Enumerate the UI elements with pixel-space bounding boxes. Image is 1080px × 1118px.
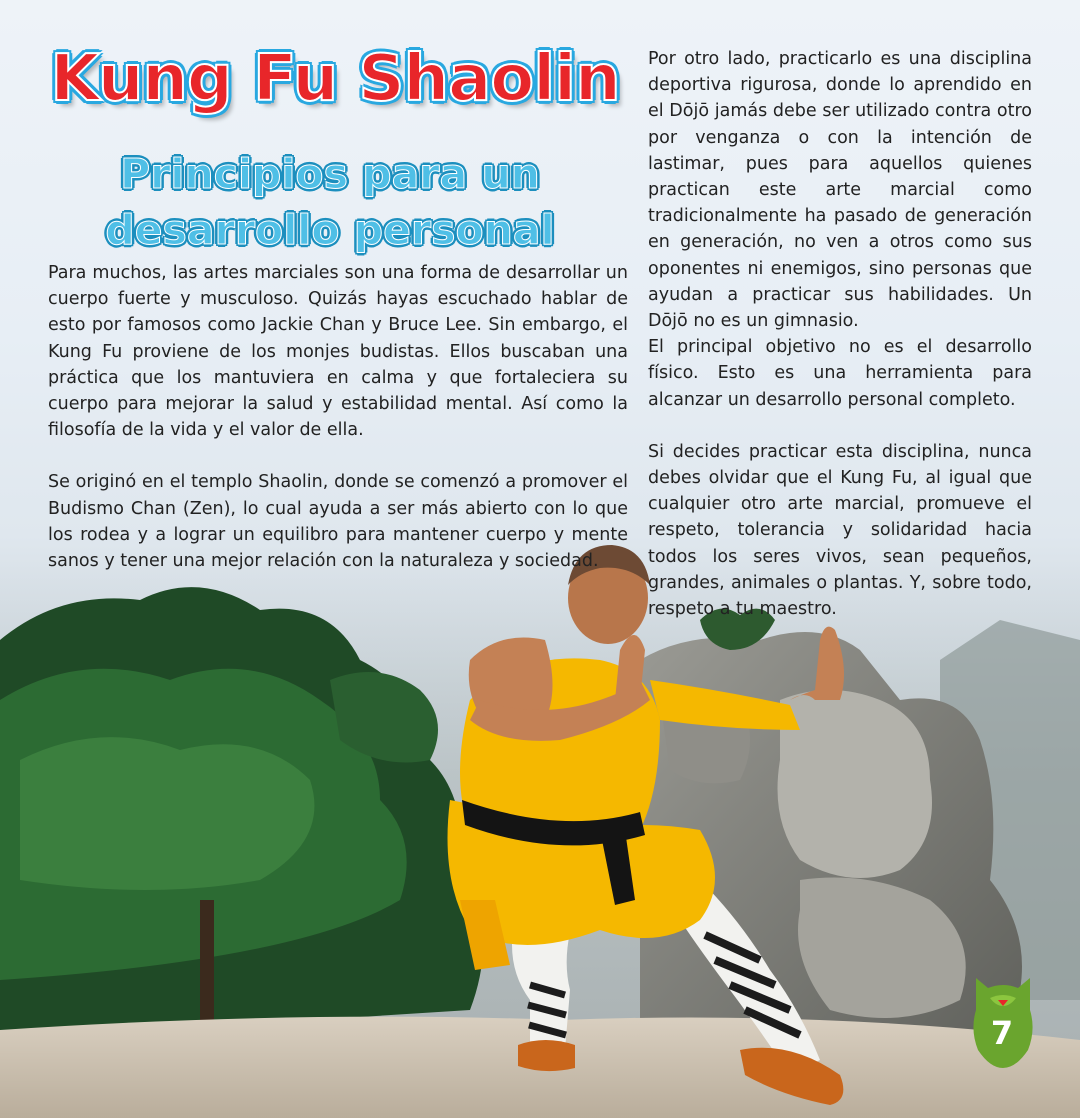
left-text-column xyxy=(48,260,628,574)
right-text-column xyxy=(648,46,1032,622)
paragraph: El principal objetivo no es el desarrollo físico. Esto es una herramienta para alcanzar un desarrollo personal completo. xyxy=(648,337,1032,410)
page-number: 7 xyxy=(990,1014,1014,1052)
paragraph: Se originó en el templo Shaolin, donde se comenzó a promover el Budismo Chan (Zen), lo cual ayuda a ser más abierto con lo que los rodea y a lograr un equilibro para mantener cuerpo y mente sanos y tener una mejor relación con la naturaleza y sociedad. xyxy=(48,472,628,572)
page-title: Kung Fu Shaolin xyxy=(50,42,620,116)
page-subtitle: Principios para un desarrollo personal xyxy=(105,150,555,254)
paragraph: Para muchos, las artes marciales son una forma de desarrollar un cuerpo fuerte y musculoso. Quizás hayas escuchado hablar de esto por famosos como Jackie Chan y Bruce Lee. Sin embargo, el Kung Fu proviene de los monjes budistas. Ellos buscaban una práctica que los mantuviera en calma y que fortaleciera su cuerpo para mejorar la salud y estabilidad mental. Así como la filosofía de la vida y el valor de ella. xyxy=(48,263,628,441)
paragraph: Si decides practicar esta disciplina, nunca debes olvidar que el Kung Fu, al igual que cualquier otro arte marcial, promueve el respeto, tolerancia y solidaridad hacia todos los seres vivos, sean pequeños, grandes, animales o plantas. Y, sobre todo, respeto a tu maestro. xyxy=(648,441,1032,620)
paragraph: Por otro lado, practicarlo es una disciplina deportiva rigurosa, donde lo aprendido en el Dōjō jamás debe ser utilizado contra otro por venganza o con la intención de lastimar, pues para aquellos quienes practican este arte marcial como tradicionalmente ha pasado de generación en generación, no ven a otros como sus oponentes ni enemigos, sino personas que ayudan a practicar sus habilidades. Un Dōjō no es un gimnasio. xyxy=(648,49,1032,332)
